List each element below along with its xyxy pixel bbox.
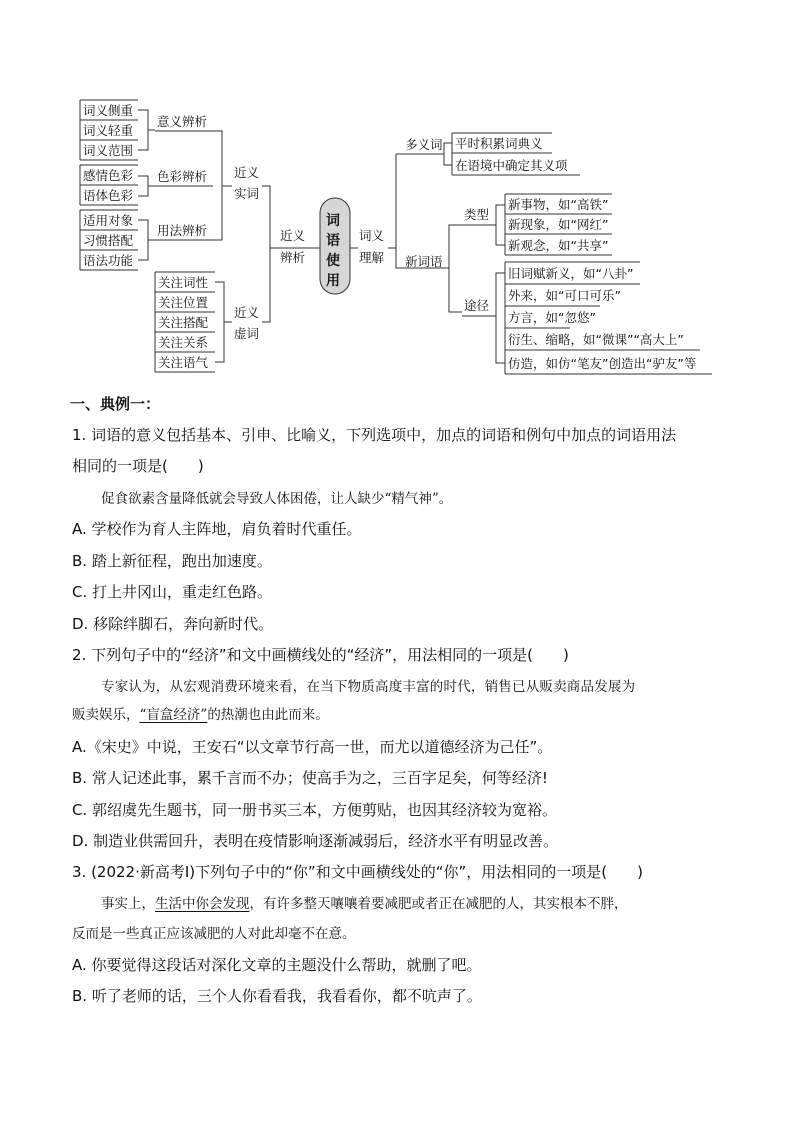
- q1-option-d: D. 移除绊脚石，奔向新时代。: [72, 615, 274, 633]
- mm-left-mid-b: 辨析: [280, 250, 306, 265]
- mm-duoyi-item: 在语境中确定其义项: [455, 158, 568, 173]
- mm-yongfa-item: 语法功能: [83, 253, 134, 268]
- mm-secai-item: 语体色彩: [83, 188, 134, 203]
- q3-example-1: [101, 894, 628, 914]
- xuci-items: [155, 272, 232, 372]
- mm-right-mid-b: 理解: [359, 250, 385, 265]
- mm-tujing: 途径: [464, 298, 490, 313]
- mm-shici-b: 实词: [234, 186, 260, 201]
- mm-leixing: 类型: [464, 207, 490, 222]
- mm-xuci-a: 近义: [234, 305, 260, 320]
- q2-option-a: A.《宋史》中说，王安石“以文章节行高一世，而尤以道德经济为己任”。: [72, 738, 553, 756]
- mm-xuci-item: 关注语气: [158, 355, 209, 370]
- mm-yiyi-item: 词义轻重: [83, 123, 134, 138]
- mm-tujing-item: 外来，如“可口可乐”: [508, 288, 621, 303]
- q1-stem-2: 相同的一项是( ): [72, 457, 204, 475]
- q3-example-1a: 事实上，: [101, 896, 155, 912]
- mm-leixing-item: 新事物，如“高铁”: [508, 197, 609, 212]
- mm-shici-a: 近义: [234, 165, 260, 180]
- mm-xuci-b: 虚词: [234, 326, 260, 341]
- mm-tujing-item: 旧词赋新义，如“八卦”: [508, 266, 634, 281]
- q1-stem-1: 1. 词语的意义包括基本、引申、比喻义，下列选项中，加点的词语和例句中加点的词语用法: [72, 426, 677, 444]
- mm-yongfa-item: 适用对象: [83, 213, 134, 228]
- q3-option-b: B. 听了老师的话，三个人你看看我，我看看你，都不吭声了。: [72, 987, 482, 1005]
- q3-example-underlined: 生活中你会发现: [155, 896, 250, 912]
- mm-xuci-item: 关注搭配: [158, 315, 209, 330]
- q2-example-1: 专家认为，从宏观消费环境来看，在当下物质高度丰富的时代，销售已从贩卖商品发展为: [101, 679, 636, 695]
- mm-yiyi: 意义辨析: [157, 114, 208, 129]
- mm-center-4: 用: [326, 273, 340, 289]
- mm-leixing-item: 新观念，如“共享”: [508, 238, 609, 253]
- mm-xuci-item: 关注词性: [158, 275, 209, 290]
- mm-leixing-item: 新现象，如“网红”: [508, 217, 609, 232]
- q2-example-2a: 贩卖娱乐，: [72, 707, 140, 723]
- q1-option-a: A. 学校作为育人主阵地，肩负着时代重任。: [72, 520, 362, 538]
- mm-left-mid-a: 近义: [280, 228, 306, 243]
- mindmap-diagram: [0, 0, 794, 380]
- q3-option-a: A. 你要觉得这段话对深化文章的主题没什么帮助，就删了吧。: [72, 956, 482, 974]
- mm-tujing-item: 衍生、缩略，如“微课”“高大上”: [508, 332, 684, 347]
- q1-option-b: B. 踏上新征程，跑出加速度。: [72, 552, 272, 570]
- mm-xuci-item: 关注关系: [158, 335, 209, 350]
- mm-center-1: 词: [326, 213, 340, 229]
- q2-stem: 2. 下列句子中的“经济”和文中画横线处的“经济”，用法相同的一项是( ): [72, 646, 569, 664]
- q2-option-c: C. 郭绍虞先生题书，同一册书买三本，方便剪贴，也因其经济较为宽裕。: [72, 801, 558, 819]
- mm-yiyi-item: 词义侧重: [83, 103, 134, 118]
- mm-center-2: 语: [326, 233, 340, 249]
- mm-tujing-item: 方言，如“忽悠”: [508, 310, 596, 325]
- mm-yongfa: 用法辨析: [157, 223, 208, 238]
- q2-example-2: [72, 705, 329, 725]
- mm-duoyi: 多义词: [405, 137, 443, 152]
- q2-example-underlined: “盲盒经济”: [139, 707, 208, 723]
- yiyi-items: [80, 100, 155, 160]
- mm-right-mid-a: 词义: [359, 228, 385, 243]
- q3-example-2: 反而是一些真正应该减肥的人对此却毫不在意。: [72, 926, 356, 942]
- mm-yongfa-item: 习惯搭配: [83, 233, 134, 248]
- yongfa-items: [80, 210, 155, 270]
- mm-center-3: 使: [326, 253, 340, 269]
- mm-yiyi-item: 词义范围: [83, 143, 134, 158]
- mm-tujing-item: 仿造，如仿“笔友”创造出“驴友”等: [508, 356, 697, 371]
- mm-xuci-item: 关注位置: [158, 295, 209, 310]
- mm-secai-item: 感情色彩: [83, 168, 134, 183]
- q2-option-b: B. 常人记述此事，累千言而不办；使高手为之，三百字足矣，何等经济!: [72, 769, 548, 787]
- mm-xinciyu: 新词语: [405, 254, 443, 269]
- section-heading: 一、典例一：: [70, 395, 161, 413]
- mm-secai: 色彩辨析: [157, 169, 208, 184]
- secai-items: [80, 165, 155, 205]
- q2-option-d: D. 制造业供需回升，表明在疫情影响逐渐减弱后，经济水平有明显改善。: [72, 832, 559, 850]
- q3-example-1b: ，有许多整天嚷嚷着要减肥或者正在减肥的人，其实根本不胖，: [249, 896, 628, 912]
- q2-example-2b: 的热潮也由此而来。: [207, 707, 329, 723]
- mm-duoyi-item: 平时积累词典义: [455, 136, 543, 151]
- q1-option-c: C. 打上井冈山，重走红色路。: [72, 583, 273, 601]
- q1-example: 促食欲素含量降低就会导致人体困倦，让人缺少“精气神”。: [101, 491, 453, 507]
- q3-stem: 3. (2022·新高考Ⅰ)下列句子中的“你”和文中画横线处的“你”，用法相同的一项是( ): [72, 863, 643, 881]
